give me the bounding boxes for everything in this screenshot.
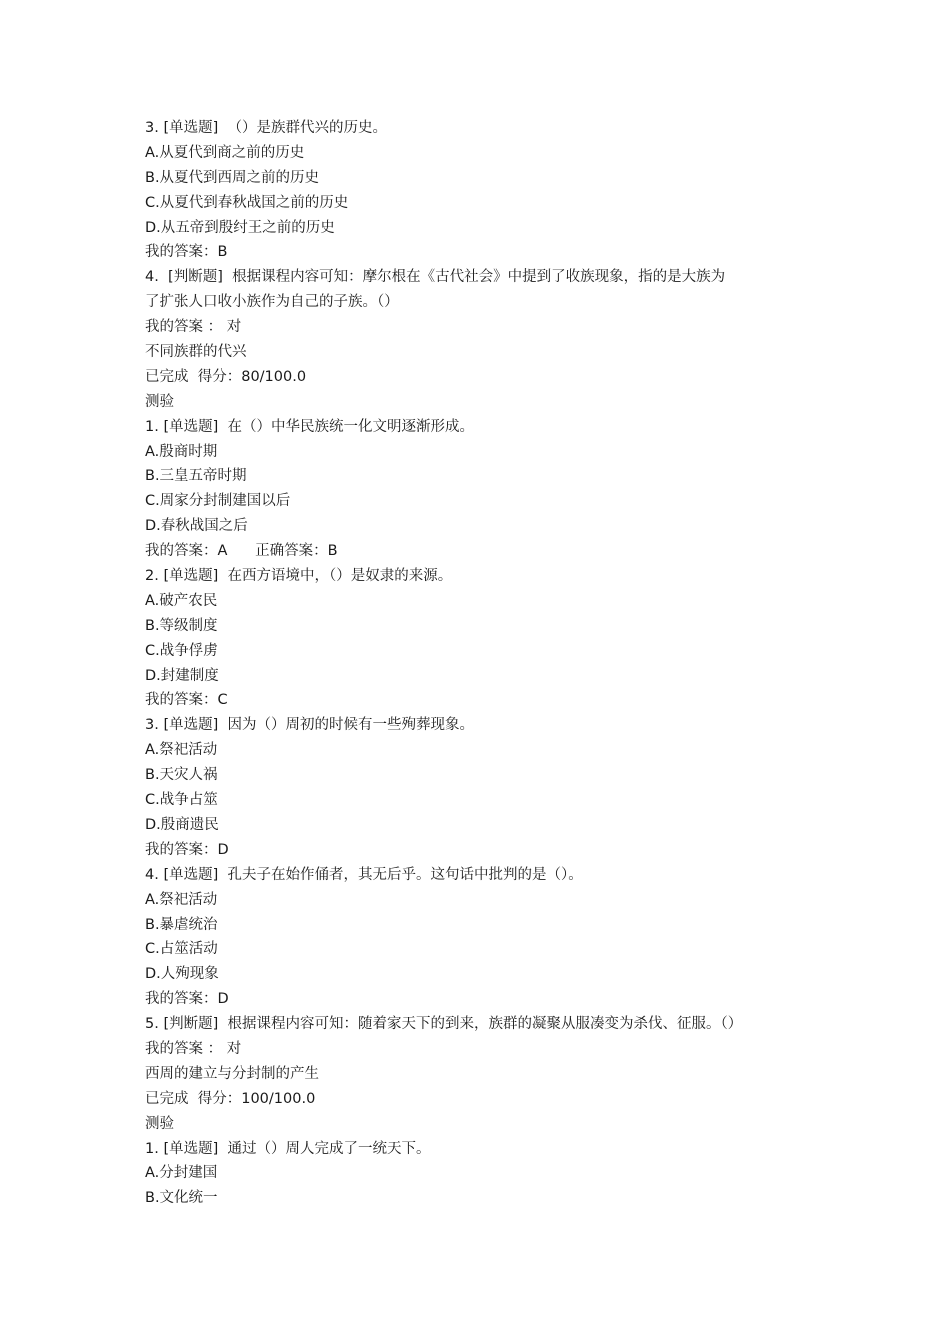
question-4-stem-line-2: 了扩张人口收小族作为自己的子族。（） [145, 294, 399, 311]
question-2-my-answer: 我的答案：C [145, 692, 228, 709]
section-2-score: 已完成 得分：100/100.0 [145, 1090, 316, 1107]
question-3-option-a: A.从夏代到商之前的历史 [145, 144, 305, 161]
question-3-my-answer: 我的答案：B [145, 244, 228, 261]
question-2-option-c: C.战争俘虏 [145, 642, 218, 659]
question-3-stem: 3. [单选题] （）是族群代兴的历史。 [145, 120, 387, 136]
question-3b-my-answer: 我的答案：D [145, 841, 229, 858]
section-title: 不同族群的代兴 [145, 344, 247, 361]
question-2-option-a: A.破产农民 [145, 592, 218, 609]
question-3b-stem: 3. [单选题] 因为（）周初的时候有一些殉葬现象。 [145, 717, 474, 734]
question-5-my-answer: 我的答案 ： 对 [145, 1040, 242, 1057]
question-2-option-d: D.封建制度 [145, 667, 219, 684]
document-body [145, 116, 825, 1211]
question-3-option-c: C.从夏代到春秋战国之前的历史 [145, 194, 349, 211]
question-1-option-a: A.殷商时期 [145, 443, 218, 460]
question-1c-option-a: A.分封建国 [145, 1165, 218, 1182]
quiz-2-heading: 测验 [145, 1115, 174, 1132]
question-1-stem: 1. [单选题] 在（）中华民族统一化文明逐渐形成。 [145, 418, 474, 435]
question-4b-option-b: B.暴虐统治 [145, 916, 218, 933]
question-4b-option-c: C.占筮活动 [145, 941, 218, 958]
question-2-option-b: B.等级制度 [145, 617, 218, 634]
question-3b-option-b: B.天灾人祸 [145, 767, 218, 784]
question-1c-stem: 1. [单选题] 通过（）周人完成了一统天下。 [145, 1140, 431, 1157]
question-4-my-answer: 我的答案 ： 对 [145, 319, 242, 336]
question-4-stem-line-1: 4. [判断题] 根据课程内容可知：摩尔根在《古代社会》中提到了收族现象，指的是大族为 [145, 269, 726, 286]
quiz-heading: 测验 [145, 393, 174, 410]
question-1-option-c: C.周家分封制建国以后 [145, 493, 291, 510]
question-3b-option-c: C.战争占筮 [145, 792, 218, 809]
question-3b-option-a: A.祭祀活动 [145, 742, 218, 759]
question-4b-option-d: D.人殉现象 [145, 966, 219, 983]
question-3-option-d: D.从五帝到殷纣王之前的历史 [145, 219, 335, 236]
section-2-title: 西周的建立与分封制的产生 [145, 1065, 319, 1082]
question-3b-option-d: D.殷商遗民 [145, 816, 219, 833]
question-1-my-answer: 我的答案：A 正确答案：B [145, 543, 338, 560]
question-1-option-d: D.春秋战国之后 [145, 518, 248, 535]
question-5-stem: 5. [判断题] 根据课程内容可知：随着家天下的到来，族群的凝聚从服凑变为杀伐、征服。（） [145, 1016, 743, 1033]
question-3-option-b: B.从夏代到西周之前的历史 [145, 169, 320, 186]
question-4b-option-a: A.祭祀活动 [145, 891, 218, 908]
question-2-stem: 2. [单选题] 在西方语境中，（）是奴隶的来源。 [145, 568, 453, 585]
question-4b-stem: 4. [单选题] 孔夫子在始作俑者，其无后乎。这句话中批判的是（）。 [145, 866, 583, 883]
question-1-option-b: B.三皇五帝时期 [145, 468, 247, 485]
question-1c-option-b: B.文化统一 [145, 1190, 218, 1207]
question-4b-my-answer: 我的答案：D [145, 991, 229, 1008]
section-score: 已完成 得分：80/100.0 [145, 368, 307, 385]
